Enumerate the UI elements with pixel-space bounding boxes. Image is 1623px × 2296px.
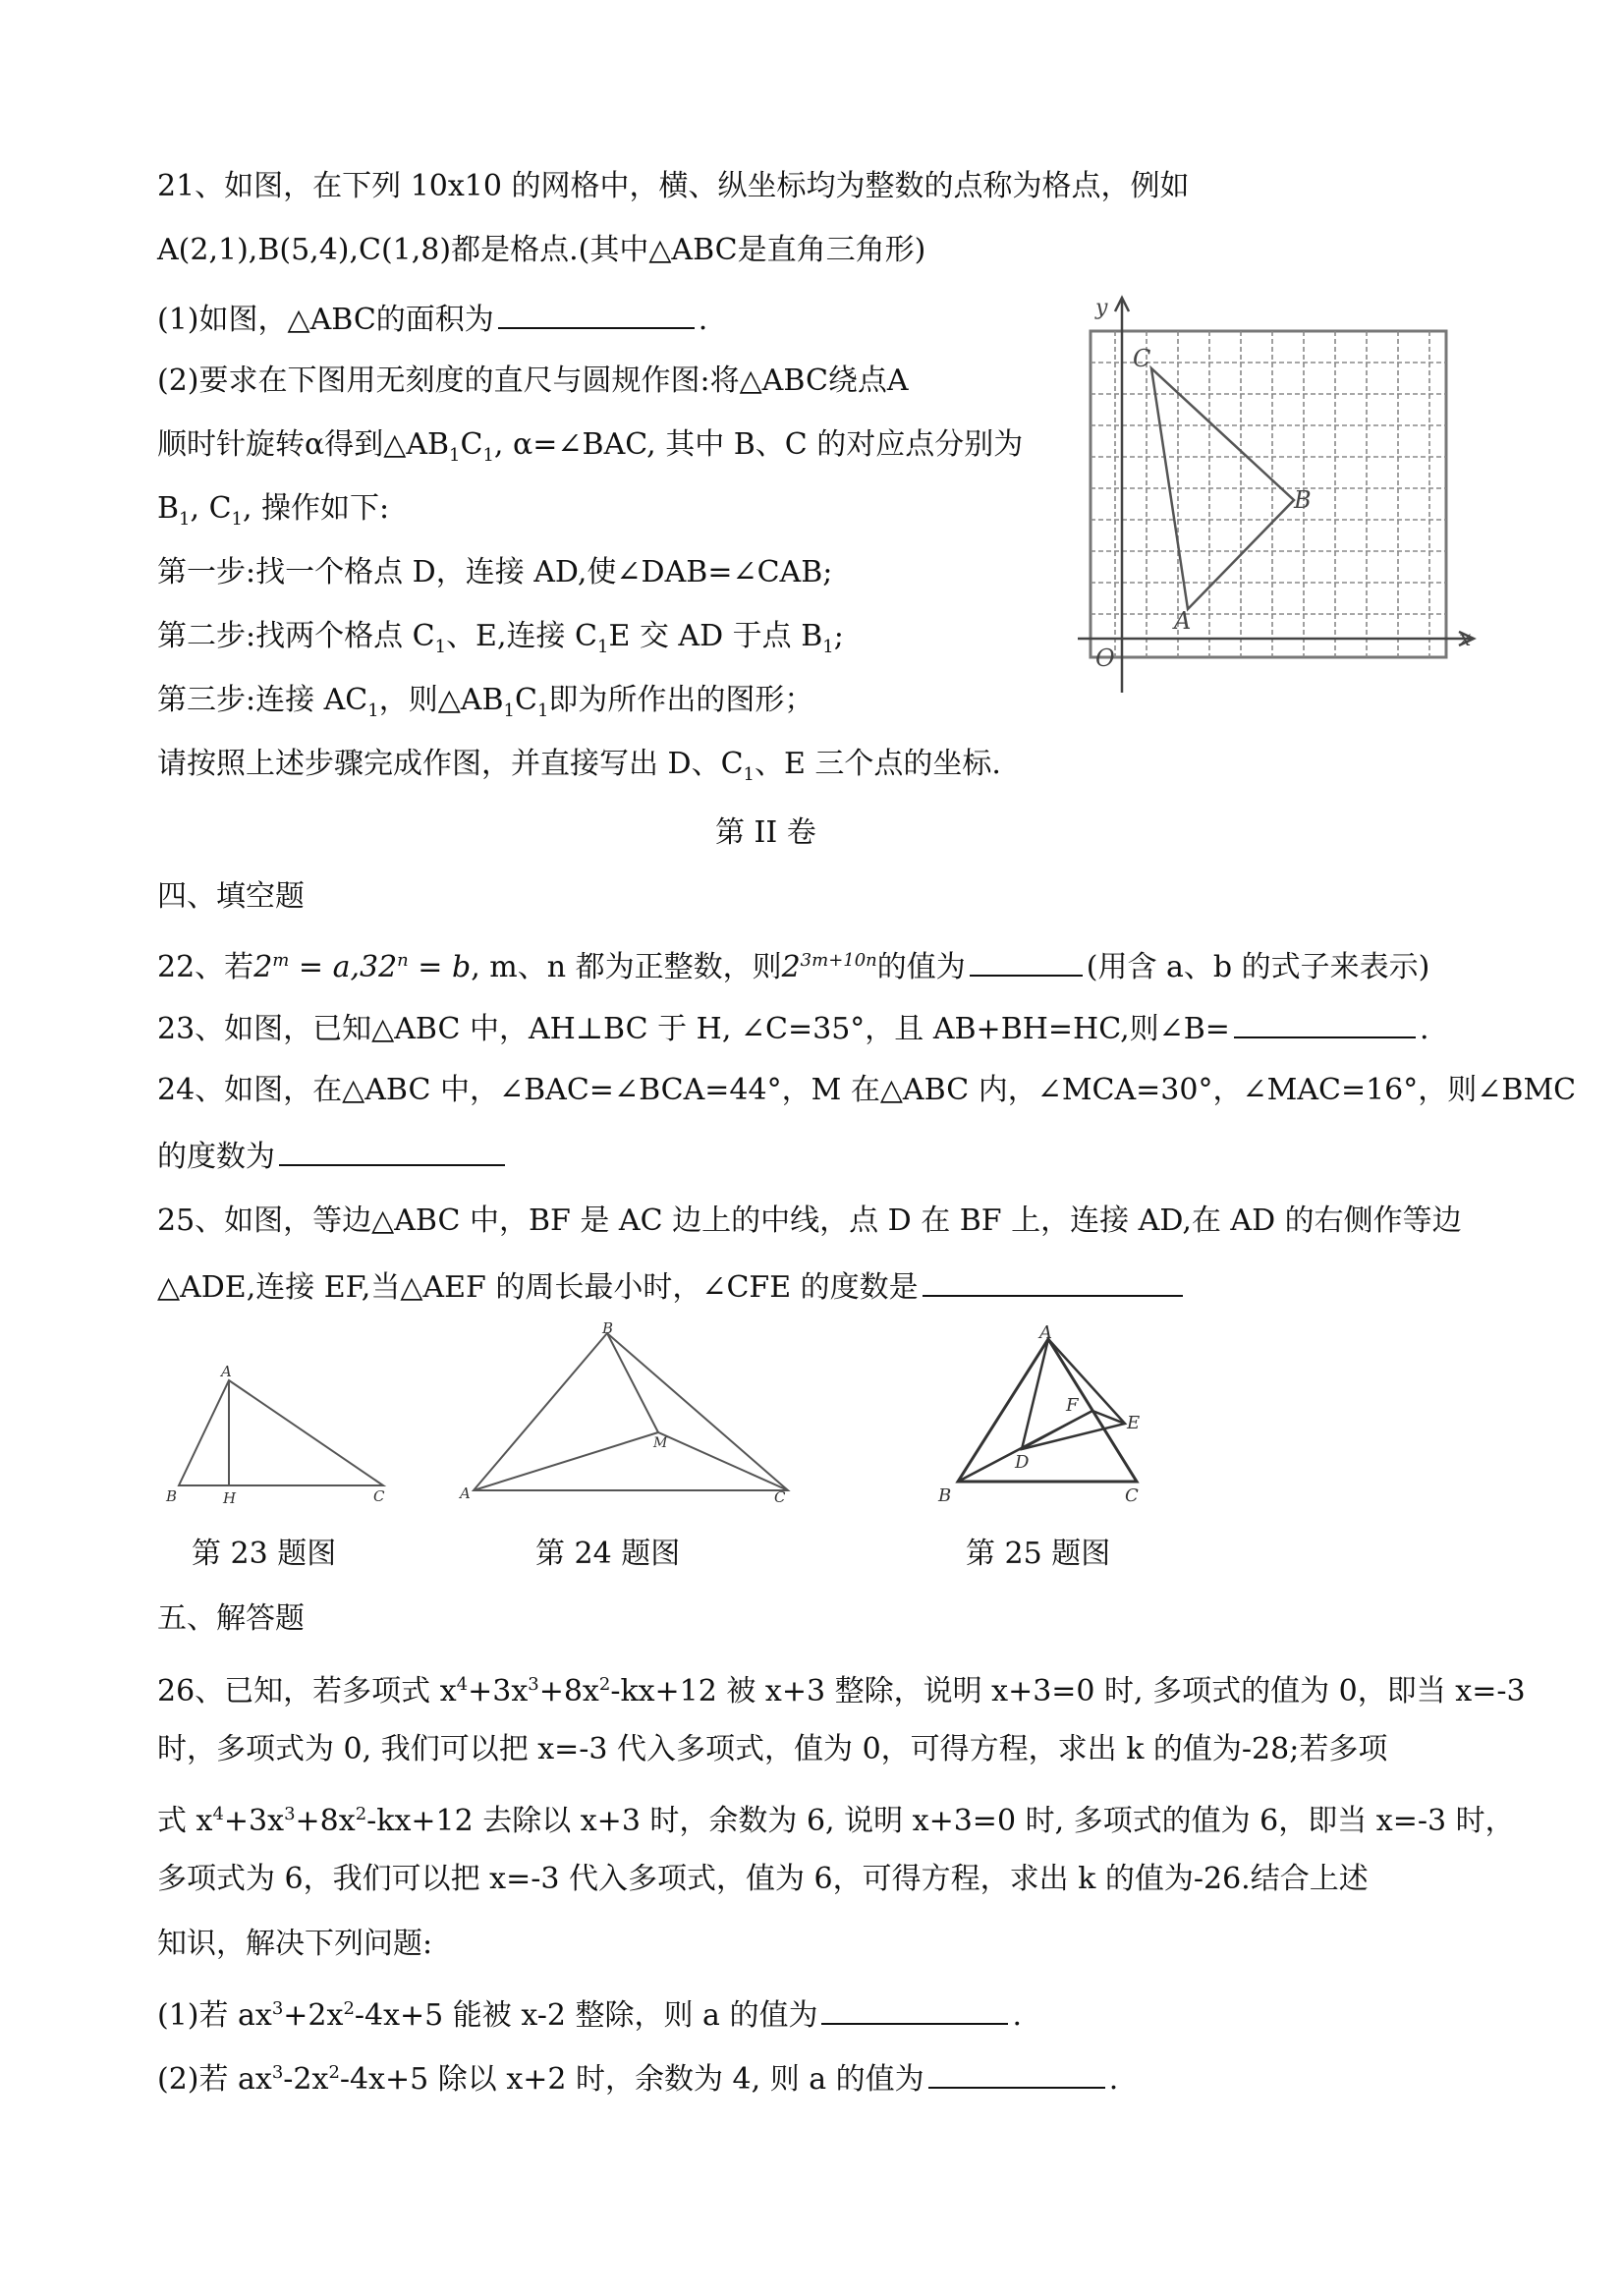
answer-blank[interactable] <box>279 1135 505 1166</box>
q21-line-4 <box>157 362 909 401</box>
q21-text: (1)如图，△ABC的面积为 <box>157 303 494 337</box>
q26-text: 多项式为 6，我们可以把 x=-3 代入多项式，值为 6，可得方程，求出 k 的值为-26.结合上述 <box>157 1862 1369 1896</box>
superscript: 4 <box>212 1804 224 1824</box>
subscript: 1 <box>536 700 549 721</box>
q26-text: 26、已知，若多项式 x <box>157 1674 457 1708</box>
q21-line-7 <box>157 553 832 592</box>
fig23-triangle <box>179 1380 383 1485</box>
q26-text: -4x+5 除以 x+2 时，余数为 4, 则 a 的值为 <box>339 2062 924 2097</box>
q21-text: ; <box>833 619 844 653</box>
q21-text: , α=∠BAC, 其中 B、C 的对应点分别为 <box>493 427 1024 462</box>
fig23-label-a: A <box>221 1363 232 1380</box>
q26-line-2 <box>157 1730 1387 1769</box>
subscript: 1 <box>597 637 609 657</box>
q26-text: -4x+5 能被 x-2 整除，则 a 的值为 <box>354 1998 818 2033</box>
math: 3m+10n <box>800 950 877 971</box>
q22-text: 的值为 <box>876 950 966 984</box>
q26-text: . <box>1108 2062 1119 2097</box>
q26-line-5 <box>157 1925 432 1964</box>
superscript: 2 <box>343 1998 355 2019</box>
subscript: 1 <box>743 764 755 785</box>
q24-line-1 <box>157 1071 1576 1110</box>
y-axis-label: y <box>1095 296 1108 320</box>
answer-blank[interactable] <box>498 298 695 329</box>
q26-text: -2x <box>283 2062 329 2097</box>
fig25-triangle-abc <box>958 1339 1137 1482</box>
q26-text: . <box>1012 1998 1023 2033</box>
fig23-label-c: C <box>373 1487 385 1505</box>
fig23-label-h: H <box>223 1489 237 1507</box>
q21-text: (2)要求在下图用无刻度的直尺与圆规作图:将△ABC绕点A <box>157 364 909 398</box>
subscript: 1 <box>434 637 447 657</box>
q21-text: 第二步:找两个格点 C <box>157 619 435 653</box>
q21-line-2 <box>157 231 925 270</box>
fig25-label-c: C <box>1125 1485 1139 1506</box>
q26-text: -kx+12 被 x+3 整除，说明 x+3=0 时, 多项式的值为 0，即当 x=-3 <box>610 1674 1526 1708</box>
q26-text: -kx+12 去除以 x+3 时，余数为 6, 说明 x+3=0 时, 多项式的值为 6，即当 x=-3 时， <box>366 1804 1515 1838</box>
fig25-caption: 第 25 题图 <box>966 1537 1111 1571</box>
q21-line-8 <box>157 617 844 667</box>
subscript: 1 <box>822 637 834 657</box>
q21-line-10 <box>157 745 1001 795</box>
math: n <box>397 950 409 971</box>
q21-text: 即为所作出的图形； <box>548 683 814 717</box>
superscript: 4 <box>456 1674 469 1695</box>
q25-line-2 <box>157 1265 1187 1308</box>
q21-text: C <box>514 683 537 717</box>
q26-text: +3x <box>468 1674 529 1708</box>
q21-line-1 <box>157 167 1190 206</box>
q21-line-5 <box>157 425 1023 476</box>
q26-line-1 <box>157 1665 1526 1711</box>
answer-blank[interactable] <box>970 945 1083 977</box>
fig25-label-f: F <box>1066 1395 1079 1416</box>
q21-grid-figure <box>1066 290 1488 702</box>
fig24-label-c: C <box>774 1488 786 1506</box>
point-a-label: A <box>1174 607 1192 635</box>
part-title: 第 II 卷 <box>715 815 816 850</box>
q21-text: 第三步:连接 AC <box>157 683 368 717</box>
answer-blank[interactable] <box>821 1993 1008 2025</box>
q26-text: +8x <box>295 1804 356 1838</box>
q21-text: . <box>698 303 708 337</box>
subscript: 1 <box>482 445 494 466</box>
origin-label: O <box>1095 644 1115 672</box>
subscript: 1 <box>503 700 515 721</box>
q26-line-3 <box>157 1795 1515 1841</box>
q21-line-3 <box>157 298 707 340</box>
subscript: 1 <box>449 445 461 466</box>
q26-text: (2)若 ax <box>157 2062 272 2097</box>
q26-text: 时，多项式为 0, 我们可以把 x=-3 代入多项式，值为 0，可得方程，求出 k 的值为-28;若多项 <box>157 1732 1388 1766</box>
q21-text: 第一步:找一个格点 D，连接 AD,使∠DAB=∠CAB; <box>157 555 833 589</box>
subscript: 1 <box>179 509 191 530</box>
q21-text: 顺时针旋转α得到△AB <box>157 427 450 462</box>
q26-text: (1)若 ax <box>157 1998 272 2033</box>
q24-line-2 <box>157 1135 509 1177</box>
q21-text: E 交 AD 于点 B <box>608 619 823 653</box>
fig24-label-b: B <box>602 1321 614 1337</box>
q25-text: △ADE,连接 EF,当△AEF 的周长最小时，∠CFE 的度数是 <box>157 1270 919 1305</box>
fig25-diagram <box>928 1324 1164 1511</box>
answer-blank[interactable] <box>923 1265 1183 1297</box>
subscript: 1 <box>367 700 379 721</box>
point-c-label: C <box>1133 345 1151 372</box>
section-4-heading: 四、填空题 <box>157 879 305 914</box>
superscript: 2 <box>355 1804 367 1824</box>
q22-text: , m、n 都为正整数，则 <box>471 950 782 984</box>
fig25-label-a: A <box>1039 1324 1052 1343</box>
q26-text: 知识，解决下列问题: <box>157 1927 433 1961</box>
q21-text: A(2,1),B(5,4),C(1,8)都是格点.(其中△ABC是直角三角形) <box>157 233 926 267</box>
math: m <box>272 950 290 971</box>
q24-text: 的度数为 <box>157 1140 275 1174</box>
q23-text: . <box>1419 1012 1429 1046</box>
answer-blank[interactable] <box>928 2057 1105 2089</box>
q23-text: 23、如图，已知△ABC 中，AH⊥BC 于 H, ∠C=35°，且 AB+BH=HC,则∠B= <box>157 1012 1230 1046</box>
q21-line-9 <box>157 681 813 731</box>
superscript: 3 <box>271 2062 284 2083</box>
math: = a,32 <box>289 950 398 984</box>
q26-text: +3x <box>223 1804 285 1838</box>
fig25-segment-df <box>1022 1411 1092 1449</box>
superscript: 3 <box>271 1998 284 2019</box>
subscript: 1 <box>231 509 243 530</box>
q21-text: ，则△AB <box>378 683 504 717</box>
fig24-segment-bm <box>607 1333 658 1432</box>
fig24-caption: 第 24 题图 <box>535 1537 681 1571</box>
superscript: 2 <box>328 2062 340 2083</box>
fig24-diagram <box>452 1321 806 1508</box>
q22-text: (用含 a、b 的式子来表示) <box>1086 950 1430 984</box>
x-axis-label: x <box>1459 627 1472 651</box>
math: 2 <box>253 950 273 984</box>
section-5-heading: 五、解答题 <box>157 1601 305 1636</box>
q22-line <box>157 941 1429 987</box>
q21-text: B <box>157 491 180 526</box>
fig23-caption: 第 23 题图 <box>192 1537 337 1571</box>
superscript: 3 <box>284 1804 296 1824</box>
q21-text: 请按照上述步骤完成作图，并直接写出 D、C <box>157 747 744 781</box>
q26-text: +8x <box>538 1674 599 1708</box>
fig25-label-d: D <box>1015 1452 1030 1473</box>
point-b-label: B <box>1294 486 1312 514</box>
q26-line-4 <box>157 1860 1369 1899</box>
q25-line-1 <box>157 1202 1462 1241</box>
q21-text: , C <box>190 491 232 526</box>
superscript: 3 <box>528 1674 539 1695</box>
fig24-label-m: M <box>653 1435 668 1451</box>
q21-text: 、E,连接 C <box>446 619 597 653</box>
math: = b <box>408 950 472 984</box>
q26-part-2 <box>157 2053 1118 2100</box>
q26-text: +2x <box>283 1998 344 2033</box>
q25-text: 25、如图，等边△ABC 中，BF 是 AC 边上的中线，点 D 在 BF 上，连接 AD,在 AD 的右侧作等边 <box>157 1204 1462 1238</box>
fig25-label-b: B <box>938 1485 952 1506</box>
superscript: 2 <box>598 1674 611 1695</box>
grid-lines <box>1091 331 1446 657</box>
fig24-label-a: A <box>460 1484 471 1502</box>
q21-line-6 <box>157 489 389 539</box>
fig25-label-e: E <box>1127 1413 1141 1433</box>
answer-blank[interactable] <box>1234 1007 1416 1038</box>
q26-part-1 <box>157 1989 1022 2036</box>
grid-frame <box>1091 331 1446 657</box>
q21-text: , 操作如下: <box>242 491 390 526</box>
fig24-inner-lines <box>474 1432 788 1490</box>
q26-text: 式 x <box>157 1804 213 1838</box>
math: 2 <box>781 950 801 984</box>
q22-text: 22、若 <box>157 950 254 984</box>
fig24-triangle <box>474 1333 788 1490</box>
q21-text: C <box>460 427 483 462</box>
q24-text: 24、如图，在△ABC 中，∠BAC=∠BCA=44°，M 在△ABC 内，∠MCA=30°，∠MAC=16°，则∠BMC <box>157 1073 1577 1107</box>
q23-line <box>157 1007 1429 1049</box>
fig23-label-b: B <box>166 1487 178 1505</box>
fig23-diagram <box>162 1361 398 1508</box>
q21-text: 21、如图，在下列 10x10 的网格中，横、纵坐标均为整数的点称为格点，例如 <box>157 169 1190 203</box>
q21-text: 、E 三个点的坐标. <box>755 747 1001 781</box>
